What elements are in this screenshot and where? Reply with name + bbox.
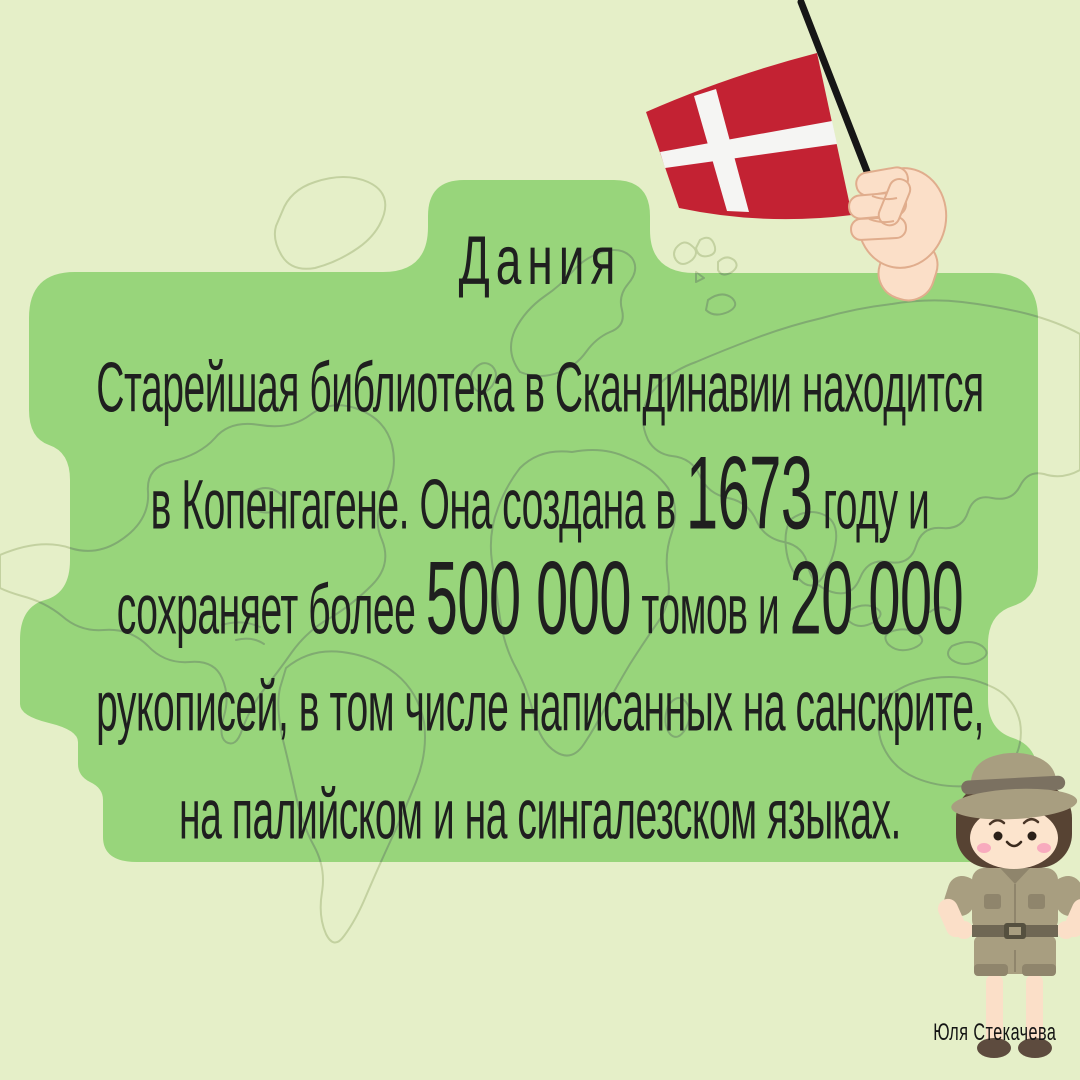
fact-line-5 — [38, 774, 1042, 854]
fact-line-2-prefix: в Копенгагене. Она создана в — [150, 464, 687, 544]
fact-line-3 — [38, 541, 1042, 658]
fact-line-3-manuscripts: 20 000 — [789, 541, 964, 658]
fact-line-4-text: рукописей, в том числе написанных на санскрите, — [96, 666, 984, 746]
fact-line-5-text: на палийском и на сингалезском языках. — [179, 774, 901, 854]
country-title-text: Дания — [458, 221, 622, 299]
fact-line-2-year: 1673 — [686, 436, 813, 553]
fact-line-3-middle: томов и — [630, 569, 790, 649]
fact-line-1 — [38, 347, 1042, 427]
fact-line-2 — [38, 436, 1042, 553]
belt-buckle-inner — [1009, 927, 1021, 935]
fact-line-3-volumes: 500 000 — [425, 541, 631, 658]
country-title — [0, 221, 1080, 299]
character-hand — [955, 921, 973, 939]
character-hand — [1057, 921, 1075, 939]
shirt-pocket — [984, 894, 1001, 909]
shorts-cuff — [1022, 964, 1056, 976]
fact-line-3-prefix: сохраняет более — [116, 569, 426, 649]
fact-line-4 — [38, 666, 1042, 746]
author-credit-text: Юля Стекачева — [933, 1019, 1057, 1046]
shorts-cuff — [974, 964, 1008, 976]
fact-line-2-suffix: году и — [812, 464, 930, 544]
fact-line-1-text: Старейшая библиотека в Скандинавии находится — [96, 347, 984, 427]
author-credit — [934, 1021, 1057, 1045]
denmark-flag — [646, 2, 880, 219]
shirt-pocket — [1028, 894, 1045, 909]
